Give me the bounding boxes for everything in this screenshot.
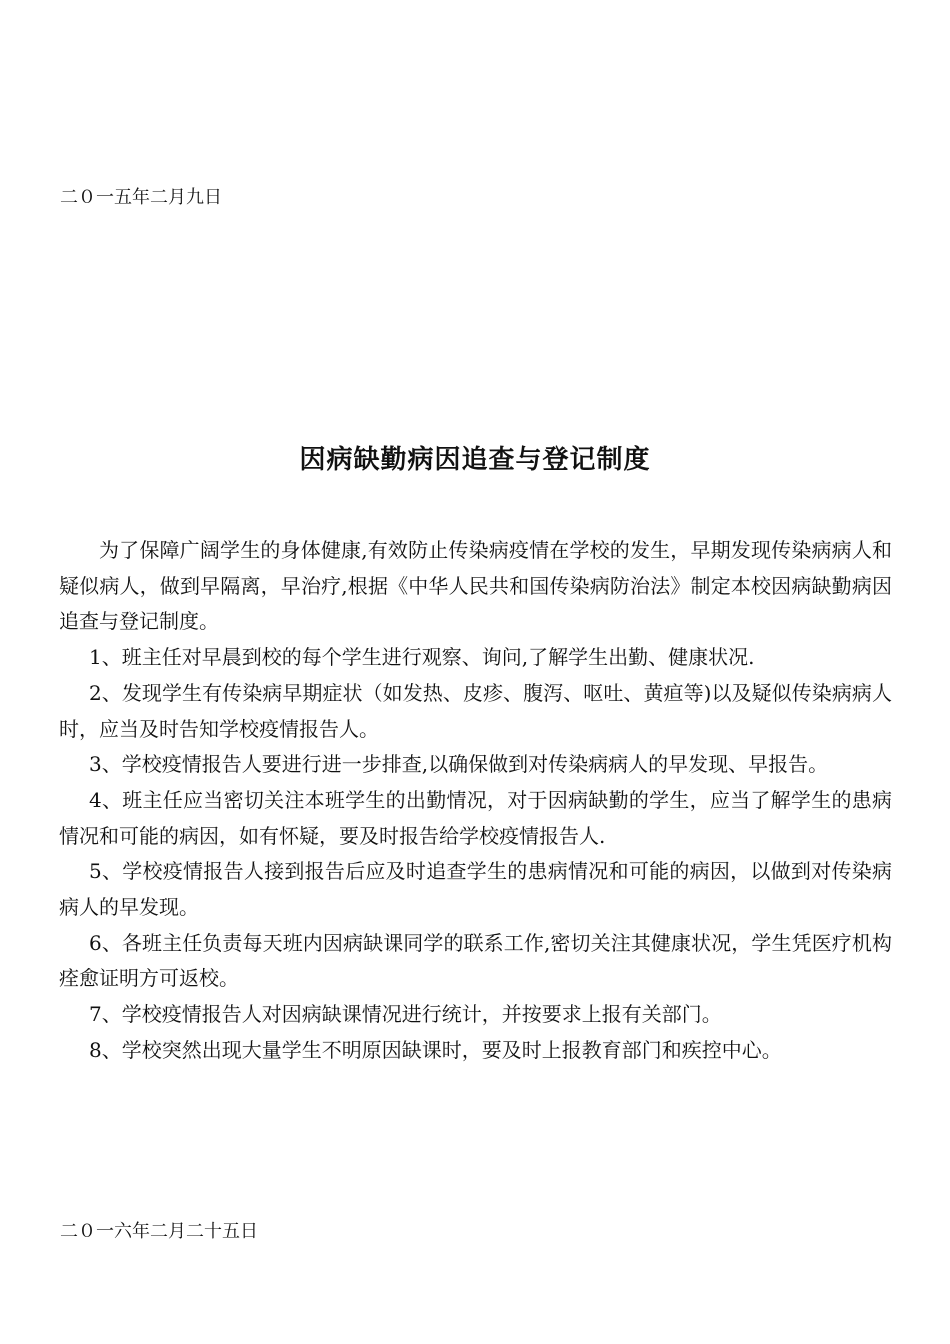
rule-item-3: 3、学校疫情报告人要进行进一步排查,以确保做到对传染病病人的早发现、早报告。: [89, 752, 829, 777]
document-body: [59, 533, 892, 1069]
intro-paragraph: 为了保障广阔学生的身体健康,有效防止传染病疫情在学校的发生，早期发现传染病病人和疑似病人，做到早隔离，早治疗,根据《中华人民共和国传染病防治法》制定本校因病缺勤病因追查与登记制度。: [59, 538, 892, 634]
rule-item-8: 8、学校突然出现大量学生不明原因缺课时，要及时上报教育部门和疾控中心。: [89, 1037, 782, 1062]
document-title: 因病缺勤病因追查与登记制度: [299, 445, 651, 475]
rule-item-5: 5、学校疫情报告人接到报告后应及时追查学生的患病情况和可能的病因，以做到对传染病病人的早发现。: [59, 859, 892, 920]
rule-item-4: 4、班主任应当密切关注本班学生的出勤情况，对于因病缺勤的学生，应当了解学生的患病情况和可能的病因，如有怀疑，要及时报告给学校疫情报告人.: [59, 787, 892, 848]
rule-item-1: 1、班主任对早晨到校的每个学生进行观察、询问,了解学生出勤、健康状况.: [89, 645, 755, 670]
date-top: 二０一五年二月九日: [60, 187, 222, 208]
rule-item-7: 7、学校疫情报告人对因病缺课情况进行统计，并按要求上报有关部门。: [89, 1002, 722, 1027]
rule-item-2: 2、发现学生有传染病早期症状（如发热、皮疹、腹泻、呕吐、黄疸等)以及疑似传染病病人时，应当及时告知学校疫情报告人。: [59, 680, 892, 741]
rule-item-6: 6、各班主任负责每天班内因病缺课同学的联系工作,密切关注其健康状况，学生凭医疗机构痊愈证明方可返校。: [59, 930, 892, 991]
date-bottom: 二０一六年二月二十五日: [60, 1221, 258, 1242]
